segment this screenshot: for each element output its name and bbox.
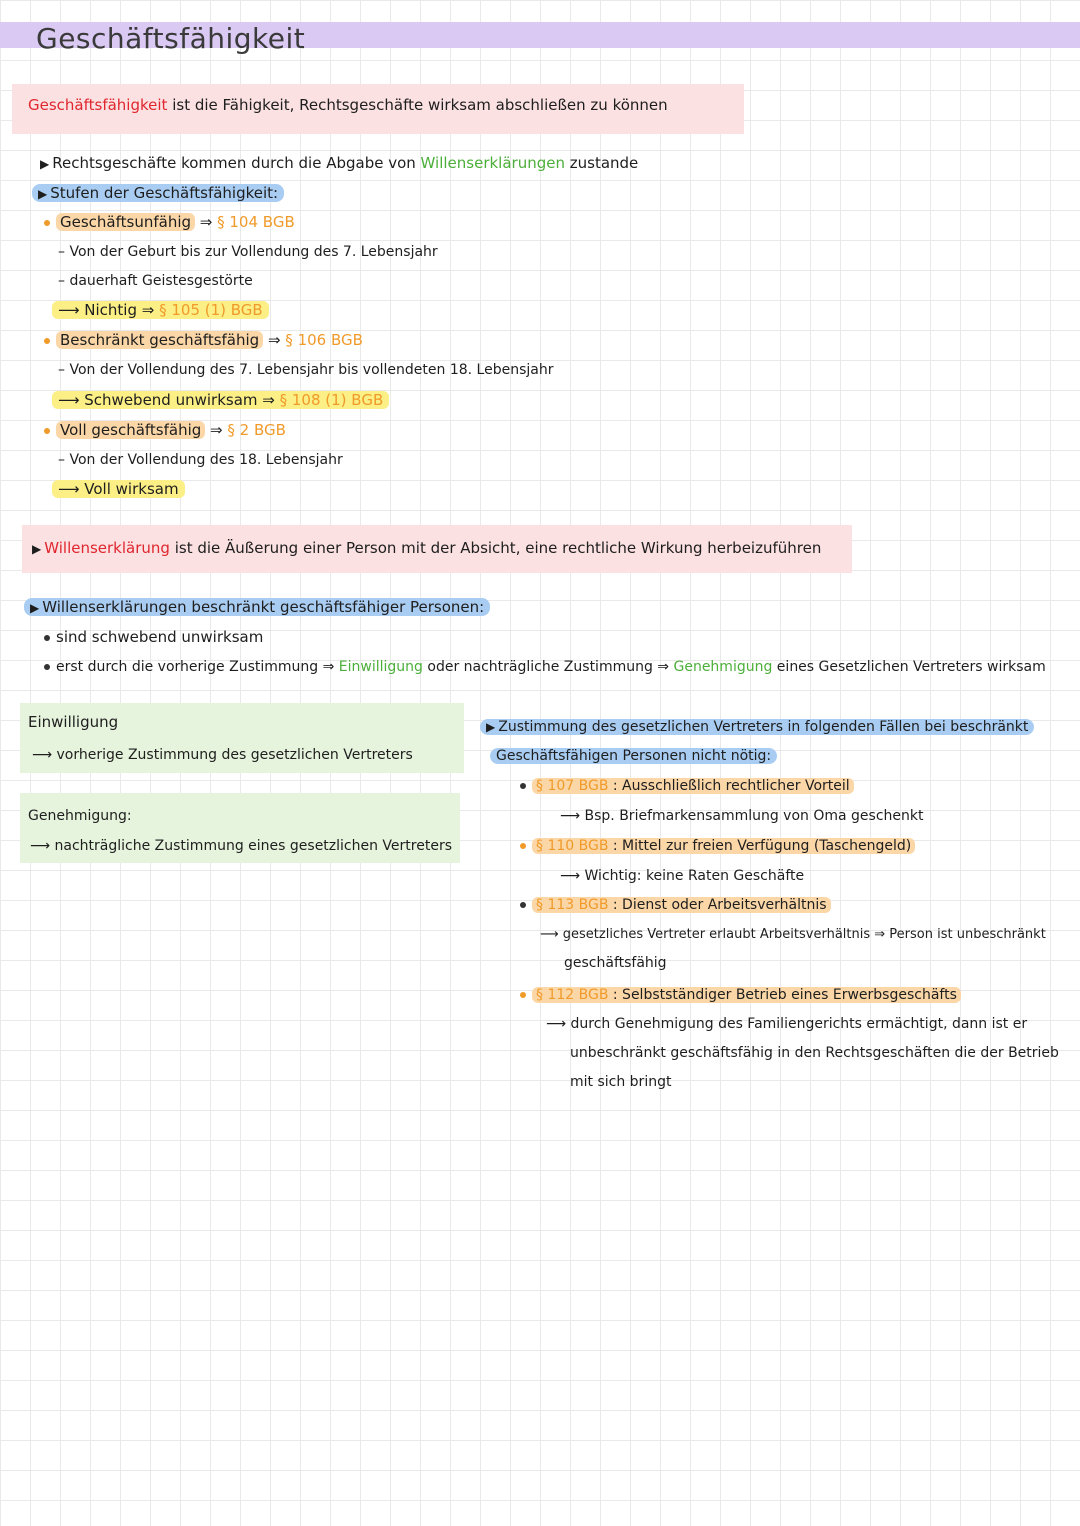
triangle-bullet-icon: ▶ — [38, 187, 48, 201]
stufe2-result: ⟶ Schwebend unwirksam ⇒ § 108 (1) BGB — [52, 390, 389, 410]
stufe1-line1: – Von der Geburt bis zur Vollendung des 7. Lebensjahr — [58, 244, 438, 260]
intro-suffix: zustande — [564, 154, 639, 172]
definition-term: Geschäftsfähigkeit — [28, 96, 168, 114]
triangle-bullet-icon: ▶ — [30, 601, 40, 615]
zustimmung-item-113-sub1: ⟶ gesetzliches Vertreter erlaubt Arbeitsverhältnis ⇒ Person ist unbeschränkt — [540, 927, 1046, 942]
triangle-bullet-icon: ▶ — [32, 542, 42, 556]
willens-definition: ▶ Willenserklärung ist die Äußerung einer Person mit der Absicht, eine rechtliche Wirkung herbeizuführen — [32, 539, 822, 557]
zustimmung-item-112: § 112 BGB : Selbstständiger Betrieb eines Erwerbsgeschäfts — [520, 985, 961, 1005]
bullet-icon — [44, 338, 50, 344]
genehmigung-text: ⟶ nachträgliche Zustimmung eines gesetzlichen Vertreters — [30, 838, 452, 854]
zustimmung-item-112-sub2: unbeschränkt geschäftsfähig in den Rechtsgeschäften die der Betrieb — [570, 1045, 1059, 1061]
stufe1-result: ⟶ Nichtig ⇒ § 105 (1) BGB — [52, 300, 269, 320]
stufen-heading: ▶ Stufen der Geschäftsfähigkeit: — [32, 183, 284, 204]
bullet-icon — [520, 902, 526, 908]
zustimmung-item-110-sub: ⟶ Wichtig: keine Raten Geschäfte — [560, 868, 805, 884]
beschraenkt-line2: erst durch die vorherige Zustimmung ⇒ Einwilligung oder nachträgliche Zustimmung ⇒ Genehmigung eines Gesetzlichen Vertreters wirksam — [44, 657, 1046, 677]
stufe3-result: ⟶ Voll wirksam — [52, 479, 185, 499]
stufe3-line1: – Von der Vollendung des 18. Lebensjahr — [58, 452, 343, 468]
beschraenkt-heading: ▶ Willenserklärungen beschränkt geschäftsfähiger Personen: — [24, 597, 490, 618]
bullet-icon — [520, 783, 526, 789]
definition-line — [28, 95, 668, 115]
bullet-icon — [44, 664, 50, 670]
zustimmung-item-107: § 107 BGB : Ausschließlich rechtlicher Vorteil — [520, 776, 854, 796]
zustimmung-item-113-sub2: geschäftsfähig — [564, 955, 667, 971]
beschraenkt-line1: sind schwebend unwirksam — [44, 627, 263, 647]
zustimmung-heading-1: ▶ Zustimmung des gesetzlichen Vertreters in folgenden Fällen bei beschränkt — [480, 717, 1034, 737]
bullet-icon — [44, 635, 50, 641]
definition-text: ist die Fähigkeit, Rechtsgeschäfte wirksam abschließen zu können — [167, 96, 668, 114]
intro-line — [40, 153, 638, 174]
triangle-bullet-icon: ▶ — [40, 157, 50, 171]
genehmigung-title: Genehmigung: — [28, 808, 132, 824]
einwilligung-title: Einwilligung — [28, 713, 119, 731]
bullet-icon — [520, 843, 526, 849]
stufe-geschaeftsunfaehig: Geschäftsunfähig ⇒ § 104 BGB — [44, 212, 295, 232]
intro-prefix: Rechtsgeschäfte kommen durch die Abgabe von — [52, 154, 421, 172]
page-title: Geschäftsfähigkeit — [36, 22, 306, 55]
zustimmung-item-107-sub: ⟶ Bsp. Briefmarkensammlung von Oma geschenkt — [560, 808, 924, 824]
einwilligung-text: ⟶ vorherige Zustimmung des gesetzlichen Vertreters — [32, 747, 413, 763]
stufe1-line2: – dauerhaft Geistesgestörte — [58, 273, 253, 289]
zustimmung-item-112-sub3: mit sich bringt — [570, 1074, 672, 1090]
stufe-beschraenkt: Beschränkt geschäftsfähig ⇒ § 106 BGB — [44, 330, 363, 350]
zustimmung-item-113: § 113 BGB : Dienst oder Arbeitsverhältnis — [520, 895, 831, 915]
intro-term: Willenserklärungen — [420, 154, 565, 172]
stufe2-line1: – Von der Vollendung des 7. Lebensjahr bis vollendeten 18. Lebensjahr — [58, 362, 554, 378]
zustimmung-item-112-sub1: ⟶ durch Genehmigung des Familiengerichts ermächtigt, dann ist er — [546, 1016, 1028, 1032]
triangle-bullet-icon: ▶ — [486, 720, 496, 734]
zustimmung-item-110: § 110 BGB : Mittel zur freien Verfügung (Taschengeld) — [520, 836, 915, 856]
zustimmung-heading-2: Geschäftsfähigen Personen nicht nötig: — [490, 746, 777, 766]
bullet-icon — [44, 428, 50, 434]
stufe-voll: Voll geschäftsfähig ⇒ § 2 BGB — [44, 420, 286, 440]
bullet-icon — [520, 992, 526, 998]
bullet-icon — [44, 220, 50, 226]
